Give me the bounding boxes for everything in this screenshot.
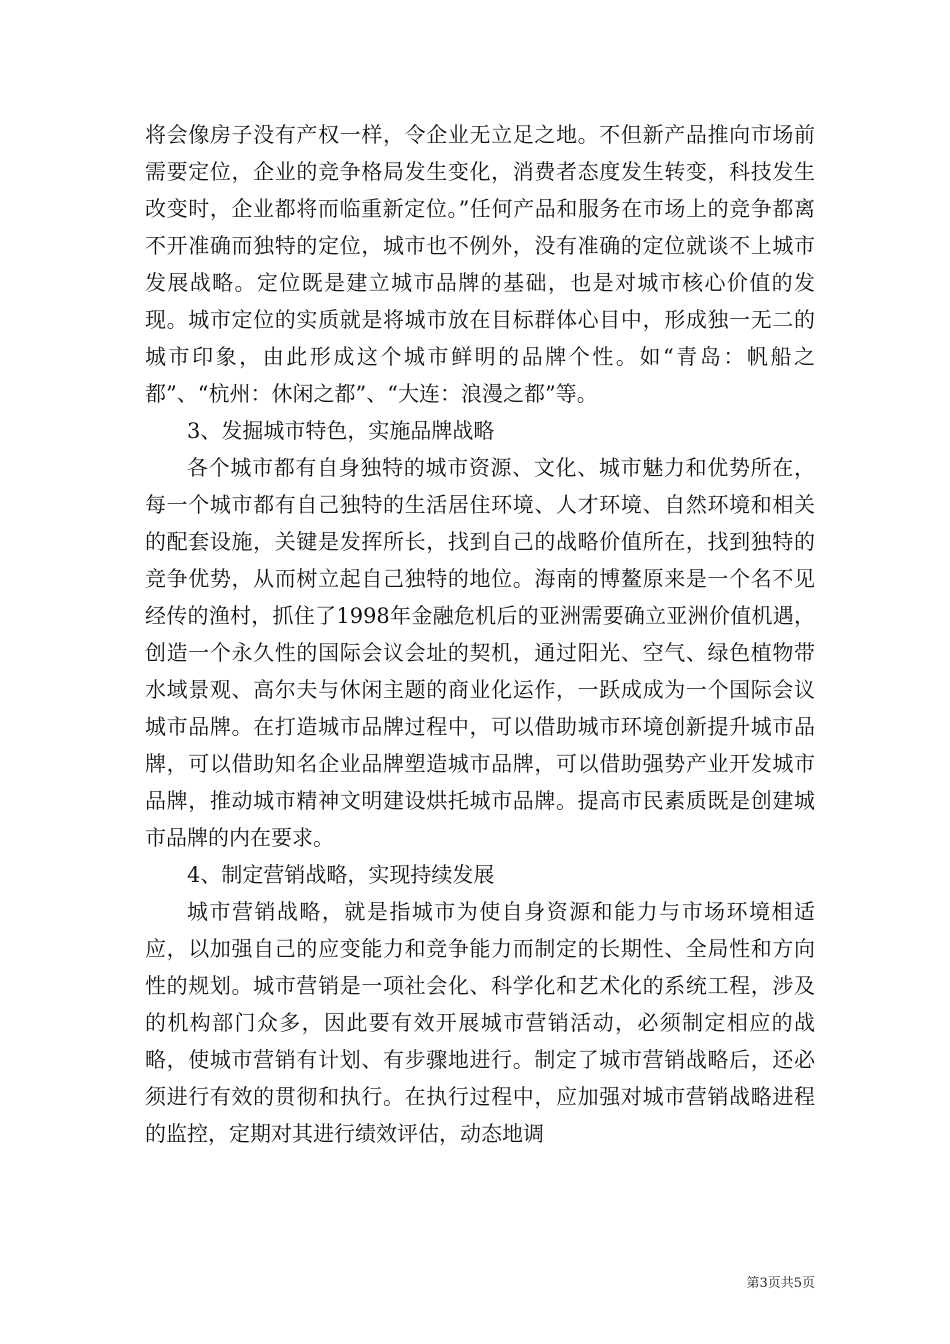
page-number: 第3页共5页 — [746, 1276, 815, 1291]
body-text — [145, 117, 815, 1153]
section-heading-4: 4、制定营销战略，实现持续发展 — [187, 863, 495, 887]
paragraph-city-features: 各个城市都有自身独特的城市资源、文化、城市魅力和优势所在，每一个城市都有自己独特的生活居住环境、人才环境、自然环境和相关的配套设施，关键是发挥所长，找到自己的战略价值所在，找到独特的竞争优势，从而树立起自己独特的地位。海南的博鳌原来是一个名不见经传的渔村，抓住了1998年金融危机后的亚洲需要确立亚洲价值机遇，创造一个永久性的国际会议会址的契机，通过阳光、空气、绿色植物带水域景观、高尔夫与休闲主题的商业化运作，一跃成成为一个国际会议城市品牌。在打造城市品牌过程中，可以借助城市环境创新提升城市品牌，可以借助知名企业品牌塑造城市品牌，可以借助强势产业开发城市品牌，推动城市精神文明建设烘托城市品牌。提高市民素质既是创建城市品牌的内在要求。 — [145, 456, 815, 850]
paragraph-marketing-strategy: 城市营销战略，就是指城市为使自身资源和能力与市场环境相适应，以加强自己的应变能力和竞争能力而制定的长期性、全局性和方向性的规划。城市营销是一项社会化、科学化和艺术化的系统工程，涉及的机构部门众多，因此要有效开展城市营销活动，必须制定相应的战略，使城市营销有计划、有步骤地进行。制定了城市营销战略后，还必须进行有效的贯彻和执行。在执行过程中，应加强对城市营销战略进程的监控，定期对其进行绩效评估，动态地调 — [145, 900, 815, 1146]
paragraph-positioning: 将会像房子没有产权一样，令企业无立足之地。不但新产品推向市场前需要定位，企业的竞争格局发生变化，消费者态度发生转变，科技发生改变时，企业都将而临重新定位。”任何产品和服务在市场上的竞争都离不开准确而独特的定位，城市也不例外，没有准确的定位就谈不上城市发展战略。定位既是建立城市品牌的基础，也是对城市核心价值的发现。城市定位的实质就是将城市放在目标群体心目中，形成独一无二的城市印象，由此形成这个城市鲜明的品牌个性。如“青岛：帆船之都”、“杭州：休闲之都”、“大连：浪漫之都”等。 — [145, 123, 815, 406]
section-heading-3: 3、发掘城市特色，实施品牌战略 — [187, 419, 495, 443]
